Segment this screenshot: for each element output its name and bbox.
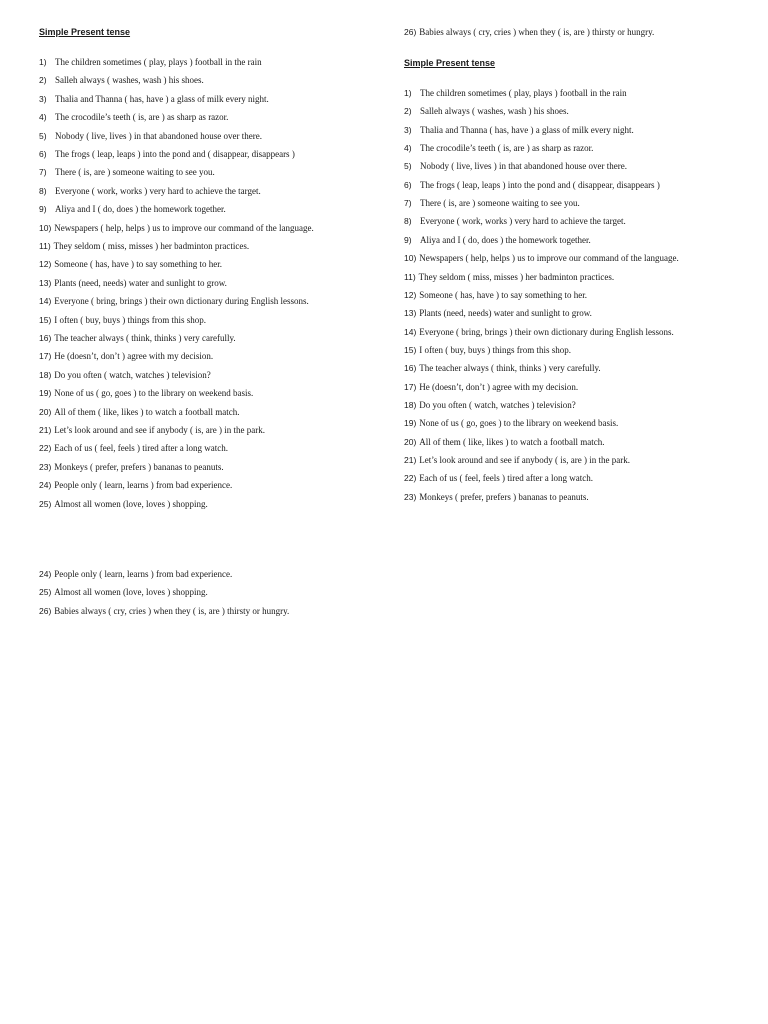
question-text: He (doesn’t, don’t ) agree with my decision. [54,351,214,362]
question-text: Monkeys ( prefer, prefers ) bananas to peanuts. [54,461,224,472]
question-text: None of us ( go, goes ) to the library on weekend basis. [419,418,619,429]
question-item [39,167,215,178]
question-item [39,149,295,160]
question-text: Nobody ( live, lives ) in that abandoned house over there. [420,161,627,172]
question-text: Aliya and I ( do, does ) the homework together. [420,234,591,245]
question-item [39,388,253,399]
question-number: 9) [39,204,47,215]
question-number: 12) [39,259,52,270]
question-number: 5) [39,130,47,141]
question-number: 21) [39,425,52,435]
question-item [39,443,228,454]
question-text: The frogs ( leap, leaps ) into the pond and ( disappear, disappears ) [420,179,660,190]
question-text: Newspapers ( help, helps ) us to improve our command of the language. [54,222,314,233]
question-item [39,241,249,252]
question-text: There ( is, are ) someone waiting to see you. [55,167,215,178]
question-number: 19) [39,388,52,399]
question-text: Everyone ( work, works ) very hard to achieve the target. [420,216,626,227]
question-number: 17) [39,351,52,362]
worksheet-heading: Simple Present tense [39,27,131,37]
question-item [404,125,634,136]
question-number: 16) [39,333,52,343]
question-item [404,180,660,191]
question-item [39,296,309,307]
question-number: 22) [404,473,417,484]
question-item [404,106,569,117]
question-item [39,75,204,86]
question-number: 1) [39,57,47,67]
question-number: 14) [404,326,417,337]
question-item [39,333,236,344]
question-text: Let’s look around and see if anybody ( is, are ) in the park. [54,425,265,435]
question-item [39,462,224,473]
question-item [39,259,222,270]
question-text: The crocodile’s teeth ( is, are ) as sharp as razor. [55,112,229,123]
question-number: 15) [39,314,52,325]
question-number: 10) [404,253,417,264]
question-number: 10) [39,222,52,233]
question-number: 15) [404,344,417,355]
question-item [39,94,269,105]
question-text: Each of us ( feel, feels ) tired after a long watch. [419,473,593,484]
question-number: 26) [404,27,417,37]
question-text: Someone ( has, have ) to say something to her. [419,289,588,300]
question-text: The crocodile’s teeth ( is, are ) as sharp as razor. [420,143,594,154]
question-item [404,253,679,264]
question-item [404,216,626,227]
question-number: 7) [39,167,47,178]
question-item [404,400,576,411]
question-number: 23) [404,491,417,502]
question-number: 20) [39,406,52,417]
question-text: I often ( buy, buys ) things from this shop. [419,344,571,355]
question-number: 14) [39,296,52,307]
question-number: 23) [39,461,52,472]
question-number: 3) [39,93,47,104]
question-item [404,327,674,338]
question-number: 18) [39,369,52,380]
question-item [404,382,578,393]
question-number: 26) [39,605,52,616]
question-number: 4) [404,143,412,154]
question-item [404,308,592,319]
question-number: 2) [39,75,47,86]
question-text: They seldom ( miss, misses ) her badminton practices. [53,241,250,251]
question-text: Salleh always ( washes, wash ) his shoes. [55,75,204,86]
question-text: Almost all women (love, loves ) shopping. [54,498,208,509]
question-item [39,587,208,598]
question-item [404,455,630,466]
question-item [39,480,232,491]
question-number: 3) [404,124,412,135]
question-number: 21) [404,455,417,465]
question-text: None of us ( go, goes ) to the library on weekend basis. [54,388,254,399]
question-number: 11) [39,241,51,251]
question-text: I often ( buy, buys ) things from this shop. [54,314,206,325]
question-item [39,223,314,234]
question-item [39,186,261,197]
question-text: Plants (need, needs) water and sunlight to grow. [54,277,227,288]
question-text: All of them ( like, likes ) to watch a football match. [54,406,240,417]
question-number: 6) [39,149,47,159]
question-item [39,407,240,418]
question-item [404,235,591,246]
question-item [404,88,627,99]
question-number: 12) [404,289,417,300]
question-text: Let’s look around and see if anybody ( is, are ) in the park. [419,455,630,465]
question-item [39,569,232,580]
question-item [404,345,571,356]
question-number: 13) [404,308,417,319]
question-text: Do you often ( watch, watches ) television? [419,399,576,410]
question-number: 11) [404,271,416,282]
question-number: 16) [404,363,417,374]
question-text: Salleh always ( washes, wash ) his shoes. [420,106,569,117]
question-item [404,437,605,448]
question-item [404,161,627,172]
question-number: 19) [404,418,417,429]
question-text: Everyone ( work, works ) very hard to achieve the target. [55,185,261,196]
question-item [39,131,262,142]
question-number: 25) [39,587,52,598]
question-text: They seldom ( miss, misses ) her badminton practices. [418,271,615,282]
question-text: The frogs ( leap, leaps ) into the pond and ( disappear, disappears ) [55,149,295,159]
question-item [39,315,206,326]
question-number: 6) [404,179,412,190]
question-item [404,272,614,283]
question-text: Plants (need, needs) water and sunlight to grow. [419,308,592,319]
question-text: The children sometimes ( play, plays ) football in the rain [55,57,262,67]
question-item [404,290,587,301]
question-text: Everyone ( bring, brings ) their own dictionary during English lessons. [54,296,309,307]
question-item [39,370,211,381]
question-text: Each of us ( feel, feels ) tired after a long watch. [54,443,228,454]
question-text: The teacher always ( think, thinks ) very carefully. [54,333,236,343]
question-text: Nobody ( live, lives ) in that abandoned house over there. [55,130,262,141]
question-text: Babies always ( cry, cries ) when they ( is, are ) thirsty or hungry. [54,605,290,616]
question-number: 8) [39,185,47,196]
question-text: Do you often ( watch, watches ) television? [54,369,211,380]
question-text: The children sometimes ( play, plays ) football in the rain [420,88,627,98]
question-number: 1) [404,88,412,98]
question-text: People only ( learn, learns ) from bad experience. [54,480,233,491]
question-text: Someone ( has, have ) to say something to her. [54,259,223,270]
question-text: Thalia and Thanna ( has, have ) a glass of milk every night. [55,93,269,104]
question-number: 7) [404,198,412,209]
question-number: 4) [39,112,47,123]
question-number: 25) [39,498,52,509]
question-number: 20) [404,436,417,447]
question-number: 24) [39,569,52,579]
question-text: The teacher always ( think, thinks ) very carefully. [419,363,601,374]
question-number: 8) [404,216,412,227]
question-text: Monkeys ( prefer, prefers ) bananas to peanuts. [419,491,589,502]
worksheet-heading: Simple Present tense [404,58,496,68]
question-item [39,112,228,123]
question-item [39,278,227,289]
question-text: Aliya and I ( do, does ) the homework together. [55,204,226,215]
question-number: 13) [39,277,52,288]
question-item [404,27,654,38]
question-item [39,351,213,362]
question-item [404,198,580,209]
question-item [404,418,618,429]
question-item [39,57,262,68]
question-number: 9) [404,234,412,245]
question-item [404,363,601,374]
question-item [39,425,265,436]
question-number: 24) [39,480,52,491]
question-text: There ( is, are ) someone waiting to see you. [420,198,580,209]
question-number: 2) [404,106,412,117]
question-text: He (doesn’t, don’t ) agree with my decision. [419,381,579,392]
question-text: Everyone ( bring, brings ) their own dictionary during English lessons. [419,326,674,337]
question-number: 22) [39,443,52,454]
question-item [404,143,593,154]
question-item [404,492,589,503]
question-text: People only ( learn, learns ) from bad experience. [54,569,233,579]
question-text: Newspapers ( help, helps ) us to improve our command of the language. [419,253,679,264]
question-text: Almost all women (love, loves ) shopping. [54,587,208,598]
question-text: Babies always ( cry, cries ) when they ( is, are ) thirsty or hungry. [419,27,655,37]
question-number: 5) [404,161,412,172]
question-item [404,473,593,484]
question-text: All of them ( like, likes ) to watch a football match. [419,436,605,447]
question-number: 17) [404,381,417,392]
question-item [39,499,208,510]
question-item [39,606,289,617]
question-text: Thalia and Thanna ( has, have ) a glass of milk every night. [420,124,634,135]
question-number: 18) [404,399,417,410]
question-item [39,204,226,215]
